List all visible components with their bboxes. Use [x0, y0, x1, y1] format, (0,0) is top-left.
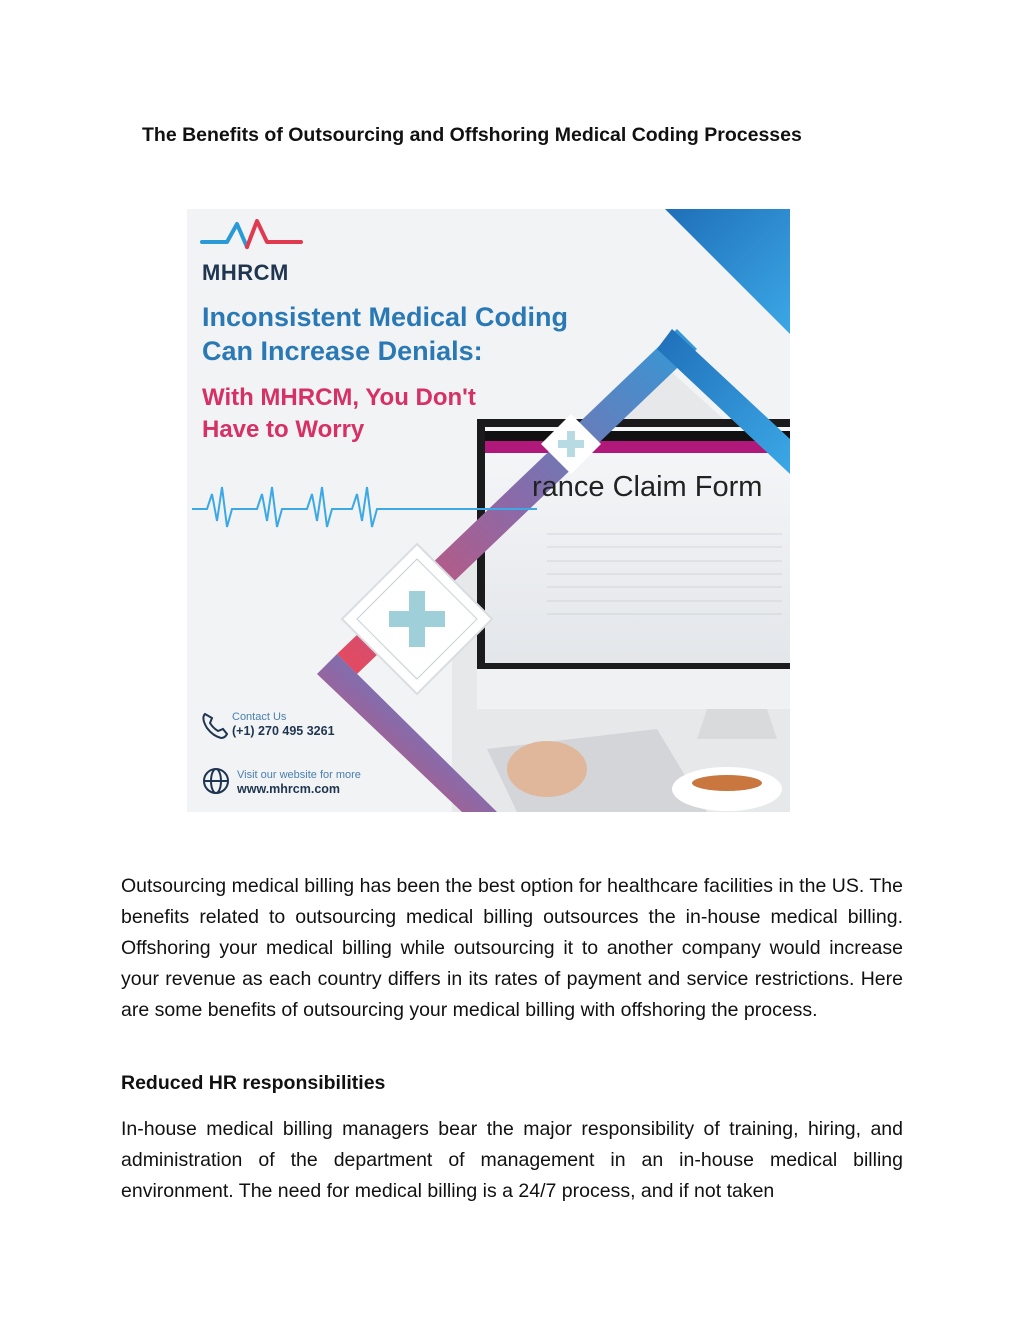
- headline-line-1: Inconsistent Medical Coding: [202, 302, 569, 332]
- brand-name: MHRCM: [202, 260, 289, 285]
- banner-headline: [202, 300, 568, 368]
- website-label: Visit our website for more: [237, 769, 361, 781]
- banner-subline: [202, 382, 476, 446]
- body-paragraph-2: In-house medical billing managers bear the major responsibility of training, hiring, and administration of the department of management in an in-house medical billing environment. The need for medical billing is a 24/7 process, and if not taken: [121, 1118, 903, 1202]
- body-paragraph-1: Outsourcing medical billing has been the best option for healthcare facilities in the US. The benefits related to outsourcing medical billing outsources the in-house medical billing. Offshoring your medical billing while outsourcing it to another company would increase your revenue as each country differs in its rates of payment and service restrictions. Here are some benefits of outsourcing your medical billing with offshoring the process.: [121, 875, 903, 1021]
- hand-shape: [507, 741, 587, 797]
- subline-line-1: With MHRCM, You Don't: [202, 384, 476, 411]
- phone-icon: [203, 714, 227, 738]
- section-heading-reduced-hr: Reduced HR responsibilities: [121, 1072, 386, 1094]
- promo-banner-image: [187, 209, 790, 812]
- contact-label: Contact Us: [232, 711, 287, 723]
- subline-line-2: Have to Worry: [202, 416, 365, 443]
- website-url: www.mhrcm.com: [237, 782, 341, 796]
- corner-triangle: [665, 209, 790, 334]
- heartbeat-logo-icon: [202, 221, 301, 247]
- contact-phone: (+1) 270 495 3261: [232, 724, 335, 738]
- claim-form-title: rance Claim Form: [532, 471, 763, 503]
- globe-icon: [204, 769, 228, 793]
- monitor-stand: [697, 709, 777, 739]
- monitor-screen: [485, 427, 790, 663]
- document-title: The Benefits of Outsourcing and Offshoring Medical Coding Processes: [142, 124, 802, 146]
- headline-line-2: Can Increase Denials:: [202, 336, 483, 366]
